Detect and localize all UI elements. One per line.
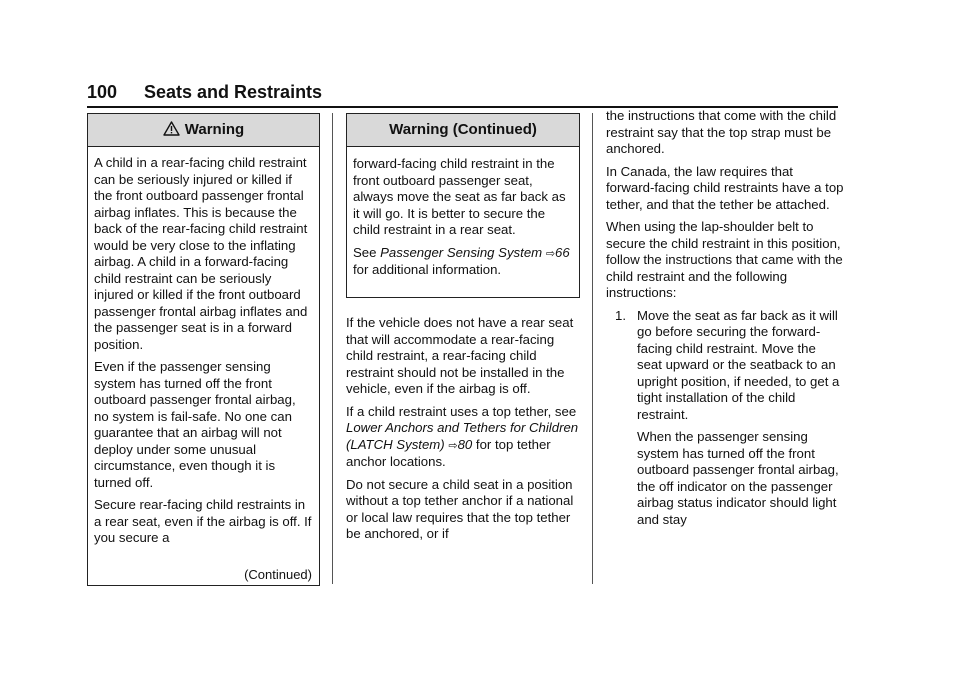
warning-paragraph: Even if the passenger sensing system has turned off the front outboard passenger frontal airbag, no system is fail-safe. No one can guarantee that an airbag will not deploy under some unusual circumstance, even though it is turned off. <box>94 359 296 490</box>
page-reference-arrow-icon: ⇨ <box>448 439 458 452</box>
see-reference: See Passenger Sensing System ⇨66 for additional information. <box>353 244 570 277</box>
list-item <box>606 308 844 529</box>
page-ref-80[interactable]: 80 <box>457 436 473 452</box>
column-2-text <box>346 315 581 549</box>
paragraph: If the vehicle does not have a rear seat that will accommodate a rear-facing child restraint, a rear-facing child restraint should not be installed in the vehicle, even if the airbag is off. <box>346 315 574 396</box>
warning-triangle-icon <box>163 116 180 148</box>
page-number: 100 <box>87 82 118 102</box>
warning-box-body <box>88 147 319 547</box>
warning-box-header <box>88 114 319 147</box>
list-number: 1. <box>615 307 626 323</box>
warning-continued-body <box>347 147 579 279</box>
column-divider <box>332 113 333 584</box>
column-3-text <box>606 108 844 534</box>
paragraph: In Canada, the law requires that forward-facing child restraints have a top tether, and that the tether be attached. <box>606 163 844 212</box>
warning-paragraph: A child in a rear-facing child restraint can be seriously injured or killed if the front outboard passenger frontal airbag inflates. This is because the back of the rear-facing child restraint would be very close to the inflating airbag. A child in a forward-facing child restraint can be seriously injured or killed if the front outboard passenger frontal airbag inflates and the passenger seat is in a forward position. <box>94 155 308 352</box>
latch-system-link[interactable]: Lower Anchors and Tethers for Children (LATCH System) <box>346 420 579 452</box>
page-header <box>87 80 838 108</box>
paragraph: When using the lap-shoulder belt to secure the child restraint in this position, follow the instructions that came with the child restraint and the following instructions: <box>606 219 843 300</box>
latch-reference: If a child restraint uses a top tether, see Lower Anchors and Tethers for Children (LATCH System) ⇨80 for top tether anchor locations. <box>346 403 579 469</box>
warning-continued-header: Warning (Continued) <box>347 114 579 147</box>
warning-continued-box <box>346 113 580 298</box>
warning-box <box>87 113 320 586</box>
warning-title: Warning <box>184 121 245 138</box>
warning-paragraph: Secure rear-facing child restraints in a rear seat, even if the airbag is off. If you secure a <box>94 497 312 545</box>
paragraph: the instructions that come with the child restraint say that the top strap must be anchored. <box>606 108 837 156</box>
list-item-text: When the passenger sensing system has turned off the front outboard passenger frontal airbag, the off indicator on the passenger airbag status indicator should light and stay <box>637 429 839 527</box>
section-title: Seats and Restraints <box>144 82 323 102</box>
list-item-text: Move the seat as far back as it will go before securing the forward-facing child restraint. Move the seat upward or the seatback to an upright position, if needed, to get a tight installation of the child restraint. <box>637 307 840 422</box>
paragraph: Do not secure a child seat in a position without a top tether anchor if a national or local law requires that the top tether be anchored, or if <box>346 476 574 541</box>
passenger-sensing-link[interactable]: Passenger Sensing System <box>380 244 543 260</box>
column-divider <box>592 113 593 584</box>
continued-label: (Continued) <box>244 567 312 582</box>
warning-continued-paragraph: forward-facing child restraint in the front outboard passenger seat, always move the seat as far back as it will go. It is better to secure the child restraint in a rear seat. <box>353 156 566 237</box>
page-reference-arrow-icon: ⇨ <box>545 247 556 260</box>
page-ref-66[interactable]: 66 <box>555 244 570 260</box>
